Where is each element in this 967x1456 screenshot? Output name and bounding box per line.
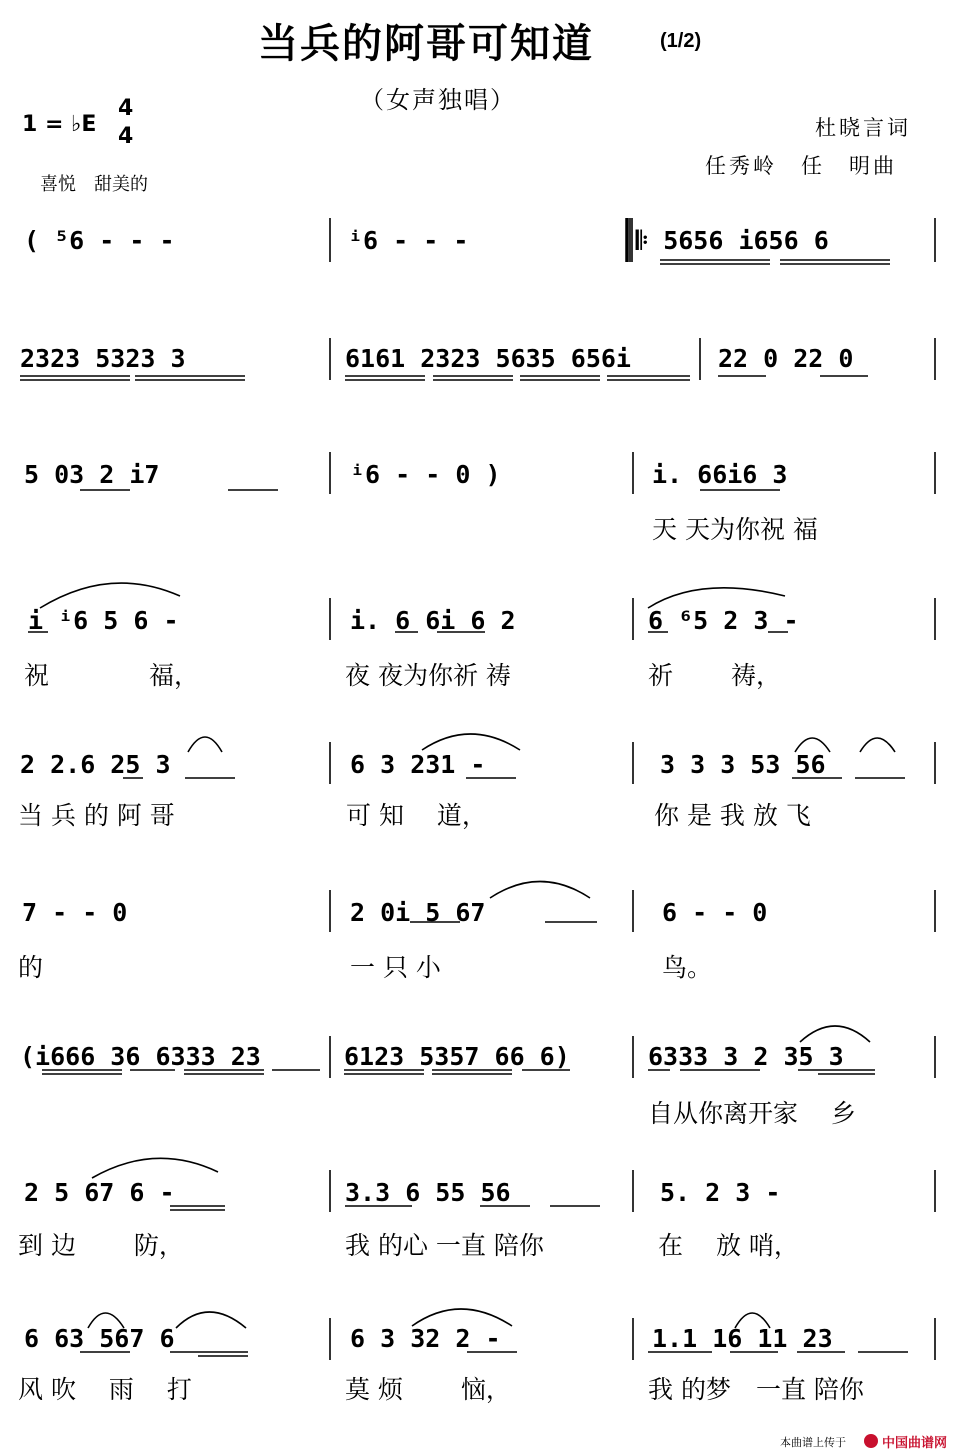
score-line-8-measure-3: 5. 2 3 - [660, 1178, 781, 1207]
lyric-line-3-measure-3: 天 天为你祝 福 [652, 515, 818, 544]
score-line-3-measure-2: ⁱ6 - - 0 ) [350, 460, 501, 489]
score-line-9-measure-3: 1.1 16 11 23 [652, 1324, 833, 1353]
score-line-1-measure-2: ⁱ6 - - - [348, 226, 469, 255]
score-line-7-measure-2: 6123 5357 66 6) [344, 1042, 570, 1071]
key-signature: 1 = ♭E [22, 112, 97, 137]
score-line-1-measure-3: 𝄆 5656 i656 6 [636, 226, 829, 255]
score-line-2-measure-1: 2323 5323 3 [20, 344, 186, 373]
lyric-line-9-measure-1: 风 吹 雨 打 [18, 1375, 192, 1404]
song-title: 当兵的阿哥可知道 [258, 20, 594, 67]
score-line-7-measure-1: (i666 36 6333 23 [20, 1042, 261, 1071]
score-line-5-measure-1: 2 2.6 25 3 [20, 750, 171, 779]
time-signature-top: 4 [118, 96, 134, 121]
score-line-5-measure-3: 3 3 3 53 56 [660, 750, 826, 779]
time-signature-bottom: 4 [118, 124, 134, 149]
score-line-5-measure-2: 6 3 231 - [350, 750, 486, 779]
subtitle: （女声独唱） [360, 86, 516, 114]
score-line-7-measure-3: 6333 3 2 35 3 [648, 1042, 844, 1071]
score-line-4-measure-1: i ⁱ6 5 6 - [28, 606, 179, 635]
lyric-line-9-measure-2: 莫 烦 恼， [345, 1375, 511, 1404]
score-line-2-measure-3: 22 0 22 0 [718, 344, 854, 373]
composer-credit: 任秀岭 任 明曲 [705, 154, 897, 178]
score-line-8-measure-2: 3.3 6 55 56 [345, 1178, 511, 1207]
lyric-line-5-measure-3: 你 是 我 放 飞 [654, 801, 811, 830]
score-line-8-measure-1: 2 5 67 6 - [24, 1178, 175, 1207]
lyric-line-5-measure-2: 可 知 道， [346, 801, 487, 830]
score-line-4-measure-2: i. 6 6i 6 2 [350, 606, 516, 635]
score-line-4-measure-3: 6 ⁶5 2 3 - [648, 606, 799, 635]
score-line-6-measure-2: 2 0i 5 67 [350, 898, 486, 927]
lyric-line-4-measure-3: 祈 祷， [648, 661, 781, 690]
score-line-9-measure-2: 6 3 32 2 - [350, 1324, 501, 1353]
site-name[interactable]: 中国曲谱网 [882, 1436, 948, 1451]
lyric-line-8-measure-1: 到 边 防， [18, 1231, 184, 1260]
expression-marking: 喜悦 甜美的 [40, 174, 148, 195]
score-line-6-measure-1: 7 - - 0 [22, 898, 128, 927]
lyric-line-4-measure-2: 夜 夜为你祈 祷 [345, 661, 511, 690]
score-line-2-measure-2: 6161 2323 5635 656i [345, 344, 631, 373]
upload-credit: 本曲谱上传于 [780, 1436, 846, 1449]
part-indicator: (1/2) [660, 30, 702, 52]
score-line-9-measure-1: 6 63 567 6 [24, 1324, 175, 1353]
lyric-line-5-measure-1: 当 兵 的 阿 哥 [18, 801, 175, 830]
lyric-line-6-measure-1: 的 [18, 953, 44, 982]
lyric-line-6-measure-2: 一 只 小 [350, 953, 441, 982]
lyric-line-9-measure-3: 我 的梦 一直 陪你 [648, 1375, 864, 1404]
score-line-3-measure-3: i. 66i6 3 [652, 460, 788, 489]
site-logo-icon [864, 1434, 878, 1448]
lyric-line-8-measure-2: 我 的心 一直 陪你 [345, 1231, 544, 1260]
lyricist-credit: 杜晓言词 [815, 116, 911, 140]
lyric-line-6-measure-3: 鸟。 [662, 953, 713, 982]
score-line-1-measure-1: ( ⁵6 - - - [24, 226, 175, 255]
score-line-3-measure-1: 5 03 2 i7 [24, 460, 160, 489]
lyric-line-8-measure-3: 在 放 哨， [658, 1231, 799, 1260]
lyric-line-4-measure-1: 祝 福， [24, 661, 200, 690]
lyric-line-7-measure-3: 自从你离开家 乡 [648, 1099, 856, 1128]
score-line-6-measure-3: 6 - - 0 [662, 898, 768, 927]
